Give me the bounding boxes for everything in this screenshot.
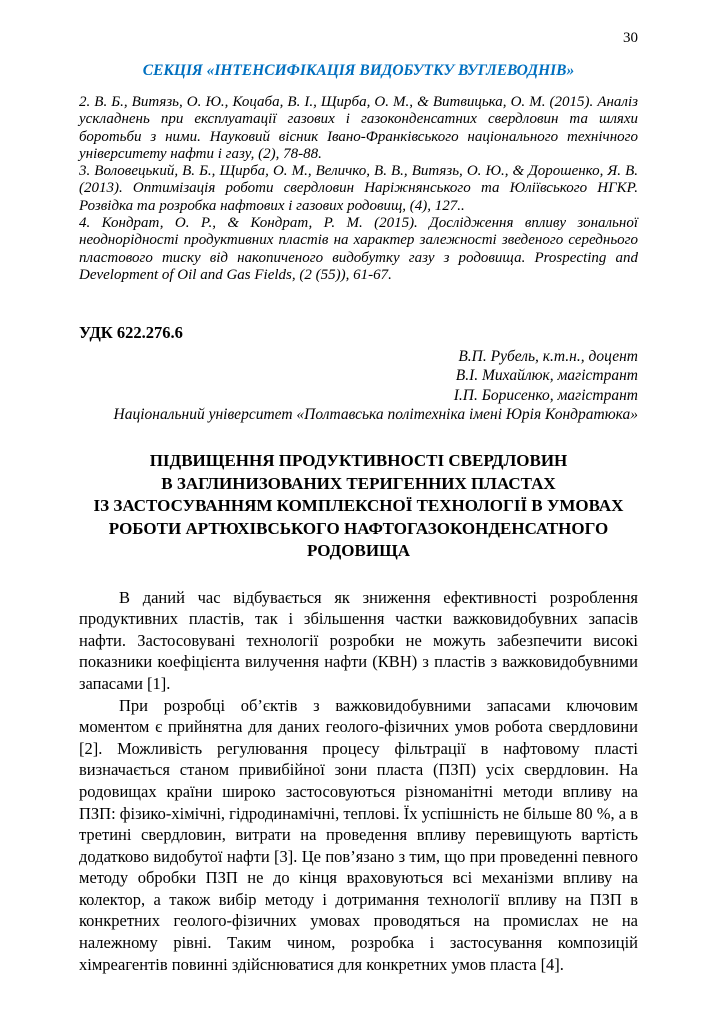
reference-item-3: 3. Воловецький, В. Б., Щирба, О. М., Величко, В. В., Витязь, О. Ю., & Дорошенко, Я. В. (2013). Оптимізація роботи свердловин Наріжнянського та Юліївського НГКР. Розвідка та розробка нафтових і газових родовищ, (4), 127.. bbox=[79, 163, 638, 214]
affiliation-line: Національний університет «Полтавська політехніка імені Юрія Кондратюка» bbox=[113, 405, 638, 423]
author-line-1: В.П. Рубель, к.т.н., доцент bbox=[458, 348, 638, 366]
title-line-2: В ЗАГЛИНИЗОВАНИХ ТЕРИГЕННИХ ПЛАСТАХ bbox=[161, 473, 556, 493]
reference-item-4: 4. Кондрат, О. Р., & Кондрат, Р. М. (2015). Дослідження впливу зональної неоднорідності продуктивних пластів на характер залежності зведеного середнього пластового тиску від накопиченого видобутку газу з родовища. Prospecting and Development of Oil and Gas Fields, (2 (55)), 61-67. bbox=[79, 215, 638, 283]
section-header: СЕКЦІЯ «ІНТЕНСИФІКАЦІЯ ВИДОБУТКУ ВУГЛЕВОДНІВ» bbox=[142, 62, 575, 79]
udk-code: УДК 622.276.6 bbox=[79, 323, 183, 343]
title-line-3: ІЗ ЗАСТОСУВАННЯМ КОМПЛЕКСНОЇ ТЕХНОЛОГІЇ В УМОВАХ bbox=[93, 496, 624, 516]
author-block bbox=[79, 347, 638, 424]
reference-item-2: 2. В. Б., Витязь, О. Ю., Коцаба, В. І., Щирба, О. М., & Витвицька, О. М. (2015). Аналіз ускладнень при експлуатації газових і газоконденсатних свердловин та шляхи боротьби з ними. Науковий вісник Івано-Франківського національного технічного університету нафти і газу, (2), 78-88. bbox=[79, 94, 638, 162]
body-paragraph-1: В даний час відбувається як зниження ефективності розроблення продуктивних пластів, так і збільшення частки важковидобувних запасів нафти. Застосовувані технології розробки не можуть забезпечити високі показники коефіцієнта вилучення нафти (КВН) з пластів з важковидобувними запасами [1]. bbox=[79, 587, 638, 693]
references-list bbox=[79, 94, 638, 284]
title-line-5: РОДОВИЩА bbox=[306, 541, 411, 561]
page-number: 30 bbox=[623, 30, 638, 46]
body-paragraph-2: При розробці об’єктів з важковидобувними запасами ключовим моментом є прийнятна для даних геолого-фізичних умов робота свердловини [2]. Можливість регулювання процесу фільтрації в нафтовому пласті визначається станом привибійної зони пласта (ПЗП) усіх свердловин. На родовищах країни широко застосовуються різноманітні методи впливу на ПЗП: фізико-хімічні, гідродинамічні, теплові. Їх успішність не більше 80 %, а в третині свердловин, витрати на проведення впливу перевищують вартість додатково видобутої нафти [3]. Це пов’язано з тим, що при проведенні певного методу обробки ПЗП не до кінця враховуються всі механізми впливу на колектор, а також вибір методу і дотримання технології впливу на ПЗП в конкретних геолого-фізичних умовах проводяться на промислах не на належному рівні. Таким чином, розробка і застосування композицій хімреагентів повинні здійснюватися для конкретних умов пласта [4]. bbox=[79, 695, 638, 974]
author-line-3: І.П. Борисенко, магістрант bbox=[453, 386, 638, 404]
article-title bbox=[79, 450, 638, 563]
author-line-2: В.І. Михайлюк, магістрант bbox=[455, 367, 638, 385]
title-line-1: ПІДВИЩЕННЯ ПРОДУКТИВНОСТІ СВЕРДЛОВИН bbox=[149, 451, 568, 471]
article-body bbox=[79, 587, 638, 976]
title-line-4: РОБОТИ АРТЮХІВСЬКОГО НАФТОГАЗОКОНДЕНСАТНОГО bbox=[108, 518, 609, 538]
